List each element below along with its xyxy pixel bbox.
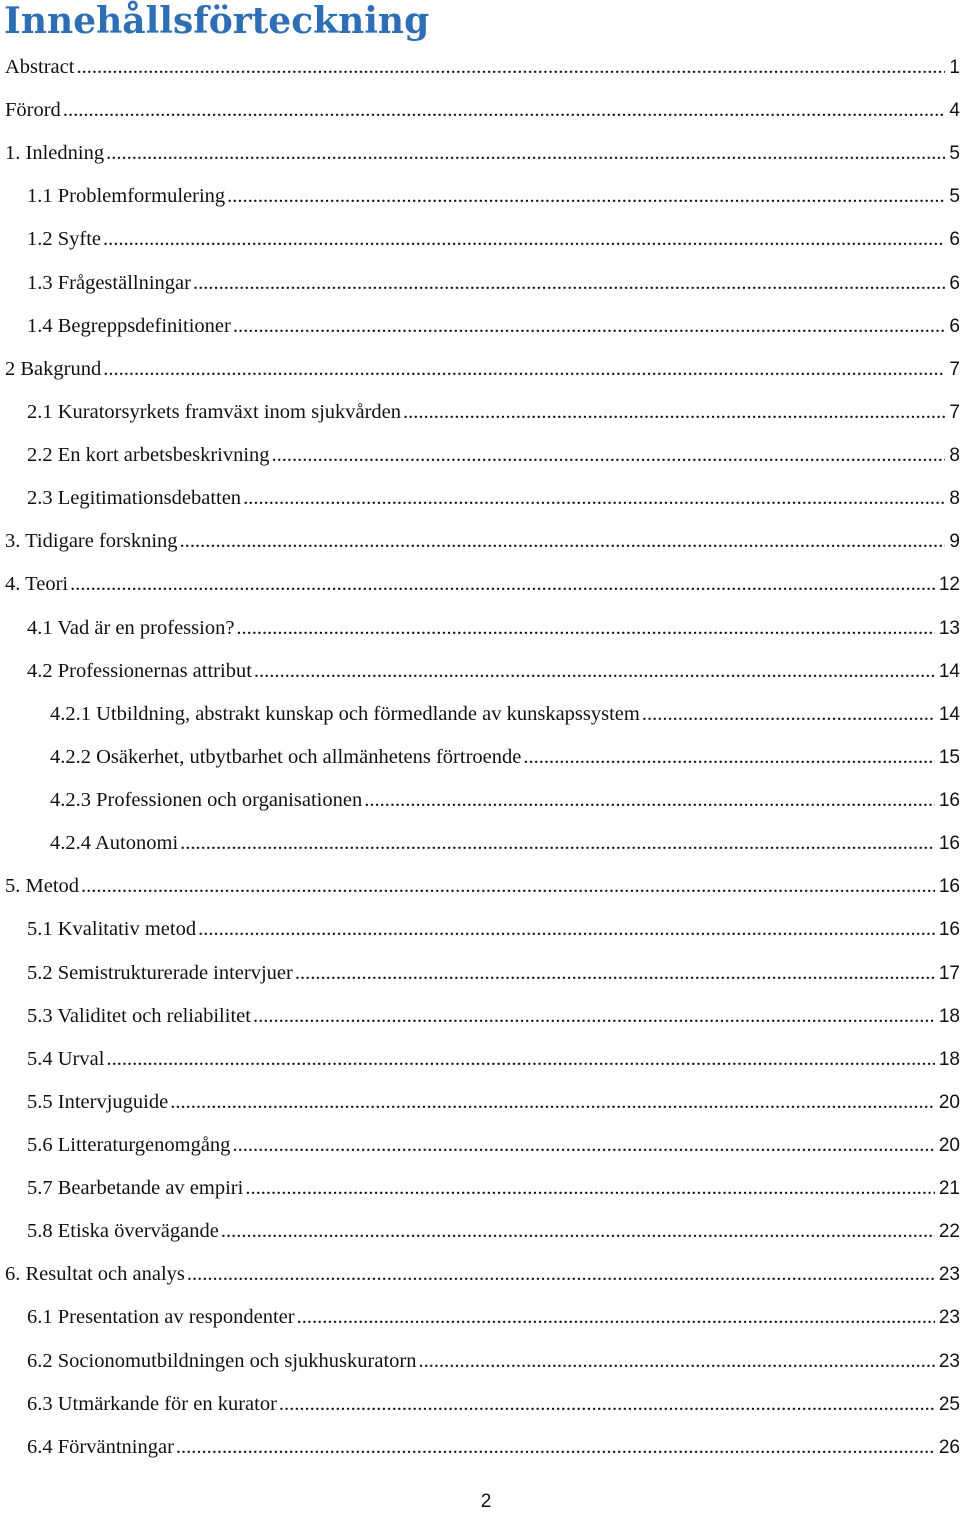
toc-entry[interactable] bbox=[0, 440, 960, 470]
toc-entry[interactable] bbox=[0, 569, 960, 599]
toc-entry[interactable] bbox=[0, 95, 960, 125]
toc-entry[interactable] bbox=[0, 699, 960, 729]
toc-entry[interactable] bbox=[0, 785, 960, 815]
toc-entry-title: 5.8 Etiska övervägande bbox=[27, 1220, 219, 1243]
toc-entry-title: 2.1 Kuratorsyrkets framväxt inom sjukvården bbox=[27, 400, 402, 423]
toc-entry[interactable] bbox=[0, 224, 960, 254]
toc-entry[interactable] bbox=[0, 181, 960, 211]
toc-dot-leader bbox=[103, 224, 945, 254]
toc-entry-page-number: 16 bbox=[938, 833, 960, 855]
toc-dot-leader bbox=[76, 52, 945, 82]
toc-entry[interactable] bbox=[0, 397, 960, 427]
toc-entry-title: Abstract bbox=[5, 56, 75, 78]
toc-entry-title: 2.2 En kort arbetsbeskrivning bbox=[27, 444, 270, 467]
toc-entry-page-number: 6 bbox=[949, 315, 960, 337]
toc-dot-leader bbox=[106, 138, 945, 168]
toc-entry-title: 4.1 Vad är en profession? bbox=[27, 616, 235, 639]
toc-dot-leader bbox=[176, 1432, 935, 1462]
toc-dot-leader bbox=[243, 483, 945, 513]
toc-entry-page-number: 14 bbox=[938, 703, 960, 725]
toc-entry-page-number: 16 bbox=[938, 790, 960, 812]
toc-entry[interactable] bbox=[0, 1130, 960, 1160]
toc-dot-leader bbox=[418, 1346, 934, 1376]
toc-entry-title: 6.3 Utmärkande för en kurator bbox=[27, 1392, 277, 1415]
toc-dot-leader bbox=[187, 1259, 935, 1289]
toc-entry-title: 4. Teori bbox=[5, 573, 69, 596]
toc-entry-title: 1.1 Problemformulering bbox=[27, 185, 226, 208]
toc-entry[interactable] bbox=[0, 1216, 960, 1246]
toc-entry-title: 5.4 Urval bbox=[27, 1047, 105, 1070]
toc-entry[interactable] bbox=[0, 1346, 960, 1376]
toc-entry-title: 5.6 Litteraturgenomgång bbox=[27, 1134, 231, 1156]
toc-dot-leader bbox=[232, 1130, 934, 1160]
toc-entry[interactable] bbox=[0, 871, 960, 901]
toc-entry-page-number: 17 bbox=[938, 962, 960, 984]
toc-entry-title: 5.3 Validitet och reliabilitet bbox=[27, 1004, 251, 1027]
toc-entry-page-number: 18 bbox=[938, 1005, 960, 1027]
toc-entry-title: 5.2 Semistrukturerade intervjuer bbox=[27, 961, 293, 984]
toc-entry-title: 4.2 Professionernas attribut bbox=[27, 659, 252, 682]
toc-entry-title: 1.3 Frågeställningar bbox=[27, 271, 191, 294]
toc-entry-title: Förord bbox=[5, 99, 61, 122]
toc-entry[interactable] bbox=[0, 52, 960, 82]
toc-entry[interactable] bbox=[0, 268, 960, 298]
toc-entry-page-number: 20 bbox=[938, 1135, 960, 1156]
toc-entry-page-number: 1 bbox=[949, 57, 960, 78]
toc-entry-page-number: 21 bbox=[938, 1178, 960, 1200]
toc-entry-page-number: 23 bbox=[938, 1264, 960, 1286]
toc-dot-leader bbox=[106, 1044, 934, 1074]
toc-entry-page-number: 20 bbox=[938, 1091, 960, 1113]
toc-entry-page-number: 16 bbox=[938, 919, 960, 941]
toc-entry-title: 6.1 Presentation av respondenter bbox=[27, 1306, 295, 1329]
toc-entry-title: 1.4 Begreppsdefinitioner bbox=[27, 314, 231, 337]
toc-dot-leader bbox=[63, 95, 946, 125]
toc-entry-page-number: 23 bbox=[938, 1307, 960, 1329]
toc-entry-title: 1. Inledning bbox=[5, 142, 105, 165]
toc-entry-page-number: 5 bbox=[949, 186, 960, 208]
toc-entry[interactable] bbox=[0, 613, 960, 643]
toc-entry[interactable] bbox=[0, 914, 960, 944]
toc-entry-title: 5. Metod bbox=[5, 875, 80, 898]
toc-entry-page-number: 9 bbox=[949, 531, 960, 553]
toc-entry-title: 2 Bakgrund bbox=[5, 357, 102, 380]
toc-entry-title: 4.2.4 Autonomi bbox=[50, 832, 179, 855]
toc-entry[interactable] bbox=[0, 1001, 960, 1031]
toc-entry-page-number: 18 bbox=[938, 1048, 960, 1070]
toc-dot-leader bbox=[295, 958, 935, 988]
toc-entry-page-number: 12 bbox=[938, 574, 960, 596]
toc-dot-leader bbox=[103, 354, 945, 384]
toc-entry-title: 4.2.2 Osäkerhet, utbytbarhet och allmänhetens förtroende bbox=[50, 745, 522, 768]
toc-entry-page-number: 7 bbox=[949, 358, 960, 380]
toc-dot-leader bbox=[180, 526, 946, 556]
toc-dot-leader bbox=[221, 1216, 935, 1246]
toc-entry[interactable] bbox=[0, 483, 960, 513]
toc-entry[interactable] bbox=[0, 138, 960, 168]
toc-dot-leader bbox=[236, 613, 934, 643]
toc-heading: Innehållsförteckning bbox=[4, 0, 430, 42]
toc-entry-page-number: 15 bbox=[938, 746, 960, 768]
toc-dot-leader bbox=[233, 311, 946, 341]
toc-dot-leader bbox=[403, 397, 945, 427]
toc-entry[interactable] bbox=[0, 1044, 960, 1074]
toc-dot-leader bbox=[70, 569, 935, 599]
toc-dot-leader bbox=[81, 871, 935, 901]
toc-entry-page-number: 14 bbox=[938, 660, 960, 682]
toc-entry-title: 6.2 Socionomutbildningen och sjukhuskuratorn bbox=[27, 1349, 417, 1372]
toc-entry-title: 4.2.1 Utbildning, abstrakt kunskap och förmedlande av kunskapssystem bbox=[50, 702, 640, 725]
toc-entry-page-number: 6 bbox=[949, 229, 960, 251]
toc-dot-leader bbox=[180, 828, 935, 858]
toc-entry-page-number: 6 bbox=[949, 272, 960, 294]
toc-entry[interactable] bbox=[0, 1389, 960, 1419]
toc-dot-leader bbox=[642, 699, 935, 729]
toc-dot-leader bbox=[254, 656, 935, 686]
toc-entry-title: 1.2 Syfte bbox=[27, 228, 102, 251]
toc-entry[interactable] bbox=[0, 742, 960, 772]
toc-entry-page-number: 8 bbox=[949, 488, 960, 510]
toc-entry-page-number: 22 bbox=[938, 1221, 960, 1243]
toc-dot-leader bbox=[170, 1087, 935, 1117]
toc-entry-title: 5.7 Bearbetande av empiri bbox=[27, 1177, 244, 1200]
toc-entry-page-number: 8 bbox=[949, 445, 960, 467]
toc-entry-title: 3. Tidigare forskning bbox=[5, 530, 178, 553]
toc-entry-page-number: 4 bbox=[949, 100, 960, 122]
toc-dot-leader bbox=[272, 440, 946, 470]
toc-entry[interactable] bbox=[0, 354, 960, 384]
toc-dot-leader bbox=[523, 742, 935, 772]
toc-entry[interactable] bbox=[0, 1432, 960, 1462]
toc-entry[interactable] bbox=[0, 958, 960, 988]
toc-entry-page-number: 25 bbox=[938, 1393, 960, 1415]
toc-dot-leader bbox=[279, 1389, 935, 1419]
toc-entry-title: 4.2.3 Professionen och organisationen bbox=[50, 789, 363, 812]
toc-entry[interactable] bbox=[0, 311, 960, 341]
toc-dot-leader bbox=[193, 268, 945, 298]
toc-entry-title: 2.3 Legitimationsdebatten bbox=[27, 487, 242, 510]
toc-dot-leader bbox=[245, 1173, 935, 1203]
toc-entry-page-number: 7 bbox=[949, 401, 960, 423]
toc-dot-leader bbox=[364, 785, 935, 815]
toc-dot-leader bbox=[198, 914, 935, 944]
footer-page-number: 2 bbox=[480, 1491, 492, 1512]
toc-entry-title: 6. Resultat och analys bbox=[5, 1263, 185, 1286]
toc-entry-page-number: 5 bbox=[949, 143, 960, 165]
toc-entry-title: 5.1 Kvalitativ metod bbox=[27, 918, 197, 941]
toc-dot-leader bbox=[227, 181, 945, 211]
toc-entry-page-number: 26 bbox=[938, 1436, 960, 1458]
toc-entry-page-number: 16 bbox=[938, 876, 960, 898]
toc-entry[interactable] bbox=[0, 656, 960, 686]
toc-entry-title: 6.4 Förväntningar bbox=[27, 1435, 174, 1458]
toc-entry-title: 5.5 Intervjuguide bbox=[27, 1090, 169, 1113]
toc-dot-leader bbox=[297, 1302, 935, 1332]
toc-entry[interactable] bbox=[0, 828, 960, 858]
toc-entry-page-number: 23 bbox=[938, 1350, 960, 1372]
toc-entry[interactable] bbox=[0, 1302, 960, 1332]
toc-entry[interactable] bbox=[0, 1087, 960, 1117]
toc-dot-leader bbox=[253, 1001, 935, 1031]
toc-entry[interactable] bbox=[0, 526, 960, 556]
toc-entry[interactable] bbox=[0, 1259, 960, 1289]
toc-entry-page-number: 13 bbox=[938, 617, 960, 639]
toc-entry[interactable] bbox=[0, 1173, 960, 1203]
